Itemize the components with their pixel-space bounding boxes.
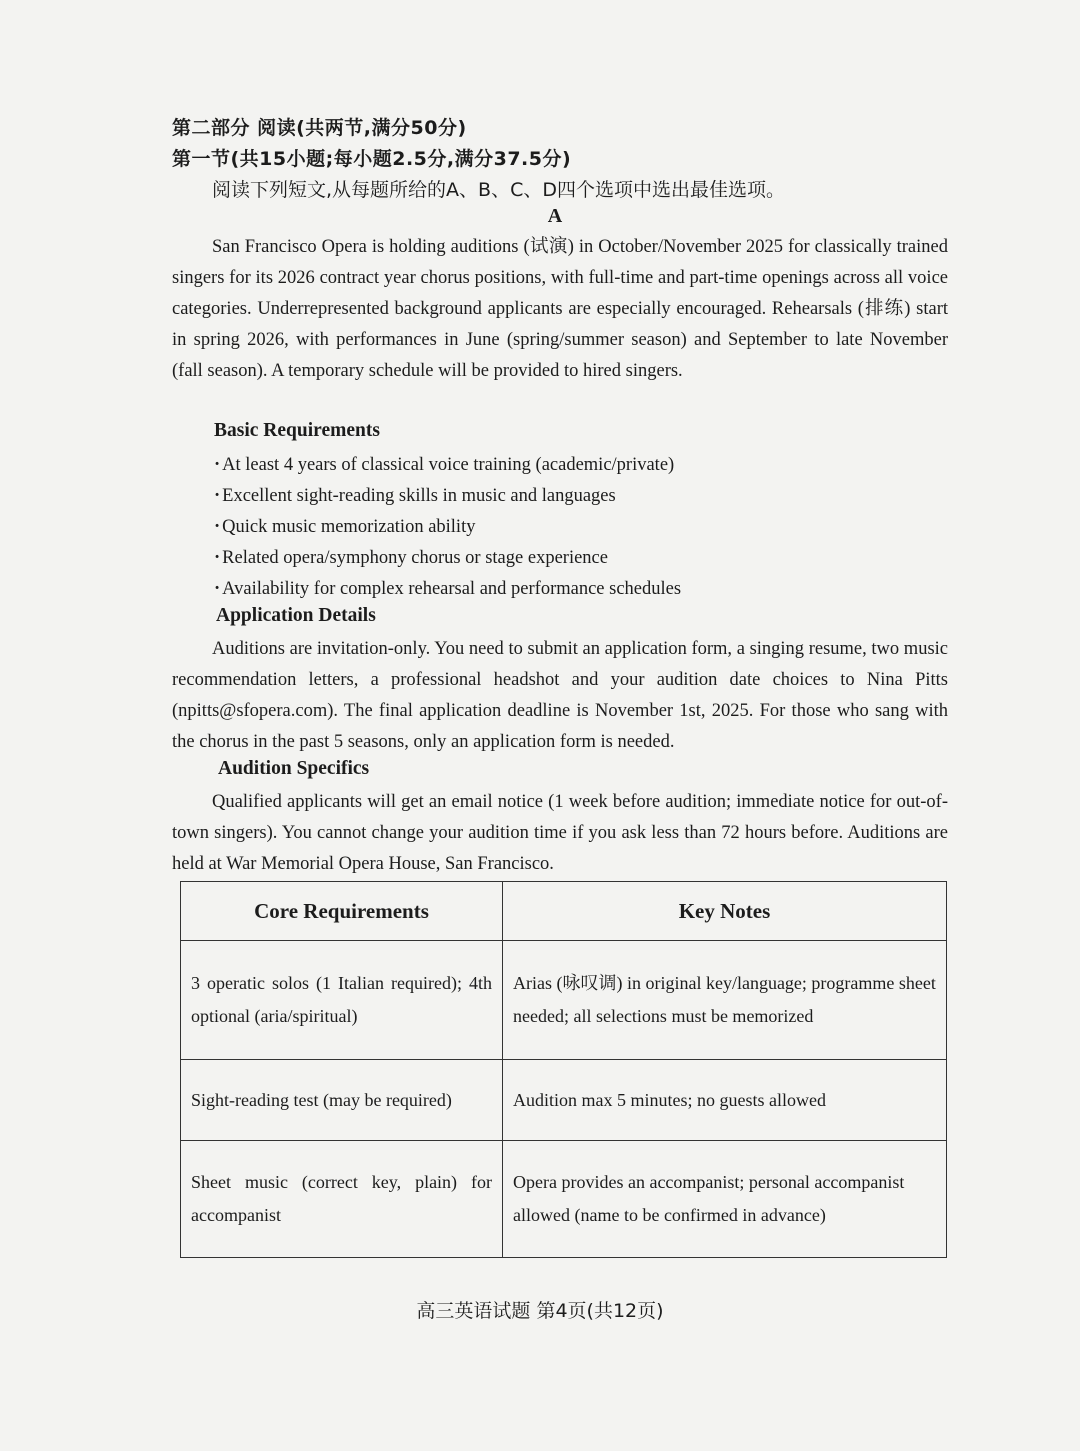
instruction-text: 阅读下列短文,从每题所给的A、B、C、D四个选项中选出最佳选项。: [212, 179, 785, 201]
table-row: [181, 1060, 947, 1141]
table-header-row: [181, 882, 947, 941]
column-header-core: Core Requirements: [181, 882, 503, 941]
table-row: [181, 941, 947, 1060]
requirements-table: [180, 881, 947, 1258]
table-cell-core: Sight-reading test (may be required): [181, 1060, 503, 1141]
part-title: 第二部分 阅读(共两节,满分50分): [172, 117, 467, 139]
basic-requirements-list: [214, 450, 681, 605]
page-footer: 高三英语试题 第4页(共12页): [416, 1300, 664, 1322]
application-details-paragraph: Auditions are invitation-only. You need to submit an application form, a singing resume, two music recommendation letters, a professional headshot and your audition date choices to Nina Pitts (npitts@sfopera.com). The final application deadline is November 1st, 2025. For those who sang with the chorus in the past 5 seasons, only an application form is needed.: [172, 639, 948, 752]
table-cell-notes: Audition max 5 minutes; no guests allowed: [503, 1060, 947, 1141]
application-details-title: Application Details: [216, 605, 376, 626]
list-item: · Quick music memorization ability: [214, 512, 681, 543]
audition-specifics-title: Audition Specifics: [218, 758, 370, 779]
list-item: · Availability for complex rehearsal and performance schedules: [214, 574, 681, 605]
table-cell-core: Sheet music (correct key, plain) for accompanist: [181, 1141, 503, 1258]
table-cell-notes: Arias (咏叹调) in original key/language; programme sheet needed; all selections must be memorized: [503, 941, 947, 1060]
passage-letter: A: [547, 205, 563, 227]
section-title: 第一节(共15小题;每小题2.5分,满分37.5分): [172, 148, 572, 170]
audition-specifics-paragraph: Qualified applicants will get an email notice (1 week before audition; immediate notice for out-of-town singers). You cannot change your audition time if you ask less than 72 hours before. Auditions are held at War Memorial Opera House, San Francisco.: [172, 792, 948, 874]
basic-requirements-title: Basic Requirements: [214, 420, 380, 441]
list-item: · At least 4 years of classical voice training (academic/private): [214, 450, 681, 481]
intro-paragraph: San Francisco Opera is holding auditions (试演) in October/November 2025 for classically trained singers for its 2026 contract year chorus positions, with full-time and part-time openings across all voice categories. Underrepresented background applicants are especially encouraged. Rehearsals (排练) start in spring 2026, with performances in June (spring/summer season) and September to late November (fall season). A temporary schedule will be provided to hired singers.: [172, 237, 948, 381]
table-cell-notes: Opera provides an accompanist; personal accompanist allowed (name to be confirmed in advance): [503, 1141, 947, 1258]
list-item: · Excellent sight-reading skills in music and languages: [214, 481, 681, 512]
list-item: · Related opera/symphony chorus or stage experience: [214, 543, 681, 574]
column-header-notes: Key Notes: [503, 882, 947, 941]
table-cell-core: 3 operatic solos (1 Italian required); 4th optional (aria/spiritual): [181, 941, 503, 1060]
table-row: [181, 1141, 947, 1258]
